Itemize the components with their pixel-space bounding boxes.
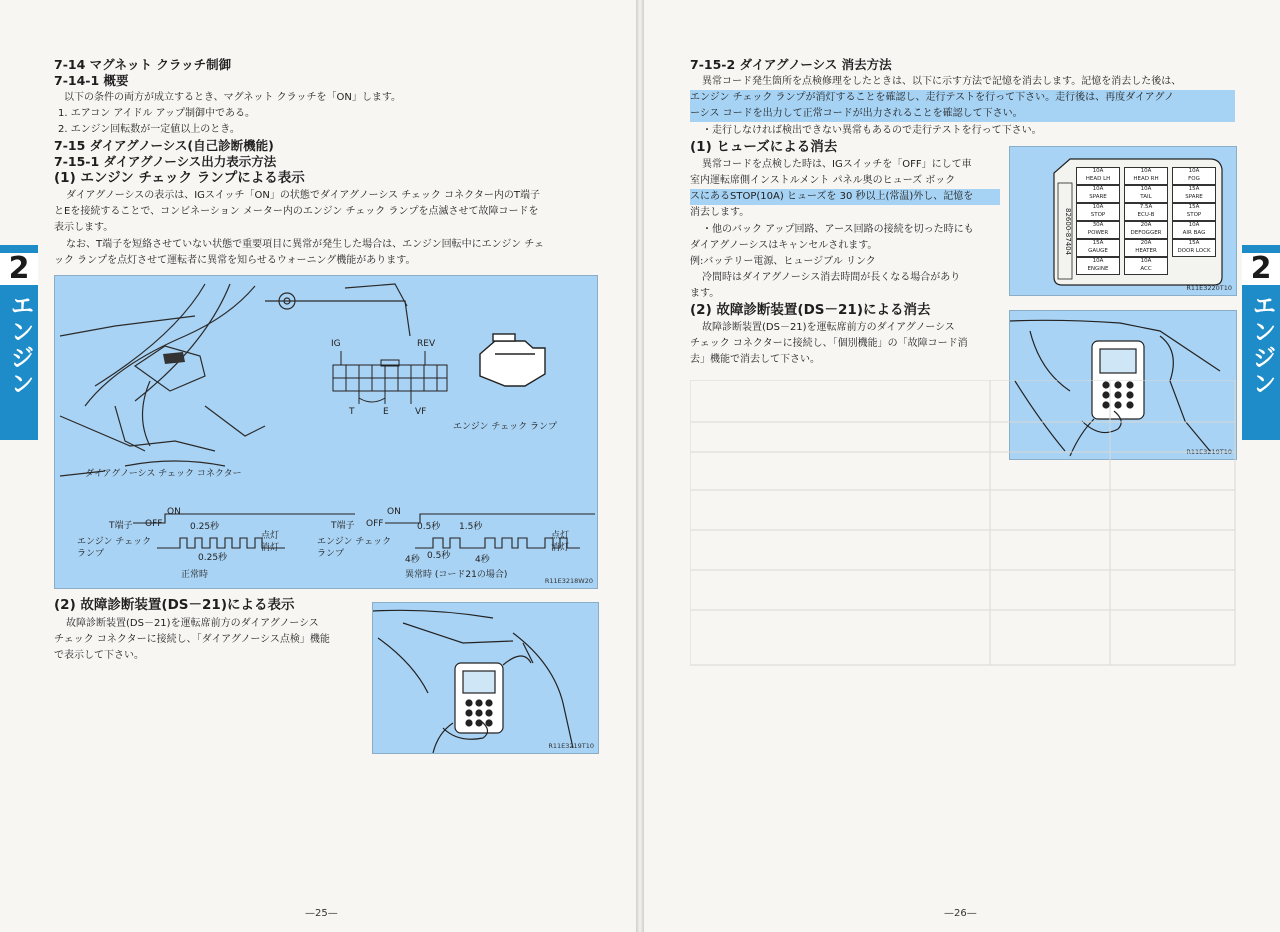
abnormal-time1-label: 0.5秒 <box>417 522 441 532</box>
section-7-15-1-title: 7-15-1 ダイアグノーシス出力表示方法 <box>54 154 277 169</box>
abnormal-time4-label: 0.5秒 <box>427 551 451 561</box>
fuse-cell <box>1172 203 1216 221</box>
chapter-tab-number: 2 <box>1242 253 1280 285</box>
figure-code: R11E3220T10 <box>1186 284 1232 292</box>
normal-lamp-label: エンジン チェック ランプ <box>77 537 152 559</box>
section-7-15-title: 7-15 ダイアグノーシス(自己診断機能) <box>54 138 274 153</box>
normal-time2-label: 0.25秒 <box>198 553 228 563</box>
fuse-cell <box>1172 239 1216 257</box>
section-7-15-2-title: 7-15-2 ダイアグノーシス 消去方法 <box>690 57 892 72</box>
fuse-cell <box>1076 185 1120 203</box>
fuse-amperage: 20A <box>1140 240 1152 246</box>
fuse-name: STOP <box>1186 211 1202 218</box>
normal-time1-label: 0.25秒 <box>190 522 220 532</box>
fuse-cell <box>1076 203 1120 221</box>
abnormal-lit-label: 点灯 <box>551 531 570 541</box>
abnormal-on-label: ON <box>387 507 401 517</box>
fuse-amperage: 10A <box>1188 222 1200 228</box>
subsection-1-para1-line2: とEを接続することで、コンビネーション メーター内のエンジン チェック ランプを点滅させて故障コードを <box>54 206 539 217</box>
intro-line3: ーシス コードを出力して正常コードが出力されることを確認して下さい。 <box>690 106 1235 122</box>
fuse-cell <box>1124 257 1168 275</box>
fuse-amperage: 10A <box>1092 168 1104 174</box>
section-7-14-1-item-2: 2. エンジン回転数が一定値以上のとき。 <box>58 124 240 135</box>
page-number-left: —25— <box>305 908 338 919</box>
fuse-box-figure <box>1009 146 1237 296</box>
chapter-tab-label: エンジン <box>6 293 34 397</box>
fuse-name: GAUGE <box>1088 247 1108 254</box>
fuse-amperage: 15A <box>1188 204 1200 210</box>
fuse-clear-line6: ダイアグノーシスはキャンセルされます。 <box>690 240 878 251</box>
fuse-box-part-number: 82600-87404 <box>1064 208 1072 256</box>
page-number-right: —26— <box>944 908 977 919</box>
fuse-clear-line9: ます。 <box>690 288 720 299</box>
fuse-clear-line8: 冷間時はダイアグノーシス消去時間が長くなる場合があり <box>702 272 961 283</box>
page-gutter <box>636 0 644 932</box>
chapter-tab-right <box>1242 245 1280 440</box>
section-7-14-1-title: 7-14-1 概要 <box>54 73 129 88</box>
fuse-amperage: 10A <box>1092 186 1104 192</box>
fuse-cell <box>1076 221 1120 239</box>
fuse-name: STOP <box>1090 211 1106 218</box>
ds21-clear-line1: 故障診断装置(DS－21)を運転席前方のダイアグノーシス <box>702 322 955 333</box>
diag-connector-label: ダイアグノーシス チェック コネクター <box>85 469 242 479</box>
chapter-tab-left <box>0 245 38 440</box>
show-through-table <box>690 380 1250 670</box>
subsection-2-line2: チェック コネクターに接続し、「ダイアグノーシス点検」機能 <box>54 634 330 645</box>
abnormal-unlit-label: 消灯 <box>551 543 570 553</box>
fuse-amperage: 10A <box>1188 168 1200 174</box>
vf-terminal-label: VF <box>415 407 427 417</box>
normal-off-label: OFF <box>145 519 163 529</box>
fuse-amperage: 15A <box>1188 186 1200 192</box>
section-7-14-1-item-1: 1. エアコン アイドル アップ制御中である。 <box>58 108 255 119</box>
fuse-amperage: 15A <box>1188 240 1200 246</box>
chapter-tab-label: エンジン <box>1248 293 1276 397</box>
fuse-amperage: 10A <box>1140 168 1152 174</box>
subsection-1-title: (1) エンジン チェック ランプによる表示 <box>54 170 305 186</box>
right-page <box>644 0 1280 932</box>
fuse-name: SPARE <box>1185 193 1203 200</box>
fuse-amperage: 10A <box>1092 258 1104 264</box>
figure-code: R11E3218W20 <box>544 577 593 585</box>
normal-lit-label: 点灯 <box>261 531 280 541</box>
left-page <box>0 0 636 932</box>
rev-terminal-label: REV <box>417 339 436 349</box>
fuse-name: HEATER <box>1135 247 1157 254</box>
section-7-14-title: 7-14 マグネット クラッチ制御 <box>54 57 232 72</box>
ig-terminal-label: IG <box>331 339 341 349</box>
abnormal-time3-label: 4秒 <box>405 555 420 565</box>
abnormal-t-terminal-label: T端子 <box>331 521 355 531</box>
abnormal-time5-label: 4秒 <box>475 555 490 565</box>
fuse-name: ECU-B <box>1137 211 1155 218</box>
fuse-cell <box>1124 167 1168 185</box>
fuse-cell <box>1172 167 1216 185</box>
fuse-cell <box>1076 167 1120 185</box>
t-terminal-label: T <box>349 407 355 417</box>
fuse-amperage: 15A <box>1092 240 1104 246</box>
fuse-name: AIR BAG <box>1182 229 1206 236</box>
fuse-clear-line4: 消去します。 <box>690 207 750 218</box>
normal-caption: 正常時 <box>181 570 209 580</box>
fuse-amperage: 30A <box>1092 222 1104 228</box>
normal-unlit-label: 消灯 <box>261 543 280 553</box>
intro-line2: エンジン チェック ランプが消灯することを確認し、走行テストを行って下さい。走行後は、再度ダイアグノ <box>690 90 1235 106</box>
figure-code: R11E3219T10 <box>1186 448 1232 456</box>
fuse-name: ENGINE <box>1087 265 1109 272</box>
fuse-name: POWER <box>1087 229 1109 236</box>
abnormal-time2-label: 1.5秒 <box>459 522 483 532</box>
normal-t-terminal-label: T端子 <box>109 521 133 531</box>
subsection-1-para1-line3: 表示します。 <box>54 222 114 233</box>
fuse-name: DOOR LOCK <box>1177 247 1211 254</box>
fuse-clear-line7: 例:バッテリー電源、ヒュージブル リンク <box>690 256 876 267</box>
fuse-name: HEAD RH <box>1133 175 1159 182</box>
fuse-clear-line5: ・他のバック アップ回路、アース回路の接続を切った時にも <box>702 224 974 235</box>
fuse-name: TAIL <box>1140 193 1152 200</box>
fuse-clear-line2: 室内運転席側インストルメント パネル奥のヒューズ ボック <box>690 175 956 186</box>
abnormal-caption: 異常時 (コード21の場合) <box>405 570 508 580</box>
fuse-cell <box>1076 239 1120 257</box>
fuse-cell <box>1076 257 1120 275</box>
fuse-name: HEAD LH <box>1085 175 1111 182</box>
fuse-cell <box>1124 239 1168 257</box>
fuse-name: DEFOGGER <box>1130 229 1162 236</box>
subsection-1-para2-line2: ック ランプを点灯させて運転者に異常を知らせるウォーニング機能があります。 <box>54 255 416 266</box>
fuse-cell <box>1124 221 1168 239</box>
subsection-1-para1-line1: ダイアグノーシスの表示は、IGスイッチ「ON」の状態でダイアグノーシス チェック コネクター内のT端子 <box>66 190 541 201</box>
fuse-amperage: 10A <box>1092 204 1104 210</box>
fuse-cell <box>1124 203 1168 221</box>
e-terminal-label: E <box>383 407 389 417</box>
ds21-display-figure <box>372 602 599 754</box>
abnormal-off-label: OFF <box>366 519 384 529</box>
ds21-clear-title: (2) 故障診断装置(DS－21)による消去 <box>690 302 931 318</box>
subsection-2-title: (2) 故障診断装置(DS－21)による表示 <box>54 597 295 613</box>
ds21-clear-line3: 去」機能で消去して下さい。 <box>690 354 820 365</box>
fuse-name: FOG <box>1188 175 1200 182</box>
fuse-amperage: 7.5A <box>1139 204 1153 210</box>
fuse-amperage: 10A <box>1140 258 1152 264</box>
abnormal-lamp-label: エンジン チェック ランプ <box>317 537 392 559</box>
ds21-clear-line2: チェック コネクターに接続し、「個別機能」の「故障コード消 <box>690 338 968 349</box>
fuse-clear-line1: 異常コードを点検した時は、IGスイッチを「OFF」にして車 <box>702 159 972 170</box>
diagnosis-display-figure <box>54 275 598 589</box>
fuse-clear-title: (1) ヒューズによる消去 <box>690 139 838 155</box>
ds21-tester-illustration <box>373 603 598 753</box>
intro-line4: ・走行しなければ検出できない異常もあるので走行テストを行って下さい。 <box>702 125 1042 136</box>
fuse-amperage: 10A <box>1140 186 1152 192</box>
subsection-1-para2-line1: なお、T端子を短絡させていない状態で重要項目に異常が発生した場合は、エンジン回転中にエンジン チェ <box>66 239 544 250</box>
fuse-cell <box>1172 185 1216 203</box>
fuse-amperage: 20A <box>1140 222 1152 228</box>
section-7-14-1-body: 以下の条件の両方が成立するとき、マグネット クラッチを「ON」します。 <box>64 92 402 103</box>
figure-code: R11E3219T10 <box>548 742 594 750</box>
subsection-2-line3: で表示して下さい。 <box>54 650 144 661</box>
engine-check-lamp-label: エンジン チェック ランプ <box>453 422 558 432</box>
fuse-name: SPARE <box>1089 193 1107 200</box>
normal-on-label: ON <box>167 507 181 517</box>
intro-line1: 異常コード発生箇所を点検修理をしたときは、以下に示す方法で記憶を消去します。記憶を消去した後は、 <box>702 76 1182 87</box>
subsection-2-line1: 故障診断装置(DS－21)を運転席前方のダイアグノーシス <box>66 618 319 629</box>
fuse-name: ACC <box>1140 265 1152 272</box>
fuse-cell <box>1124 185 1168 203</box>
fuse-cell <box>1172 221 1216 239</box>
chapter-tab-number: 2 <box>0 253 38 285</box>
fuse-clear-line3: スにあるSTOP(10A) ヒューズを 30 秒以上(常温)外し、記憶を <box>690 189 1000 205</box>
